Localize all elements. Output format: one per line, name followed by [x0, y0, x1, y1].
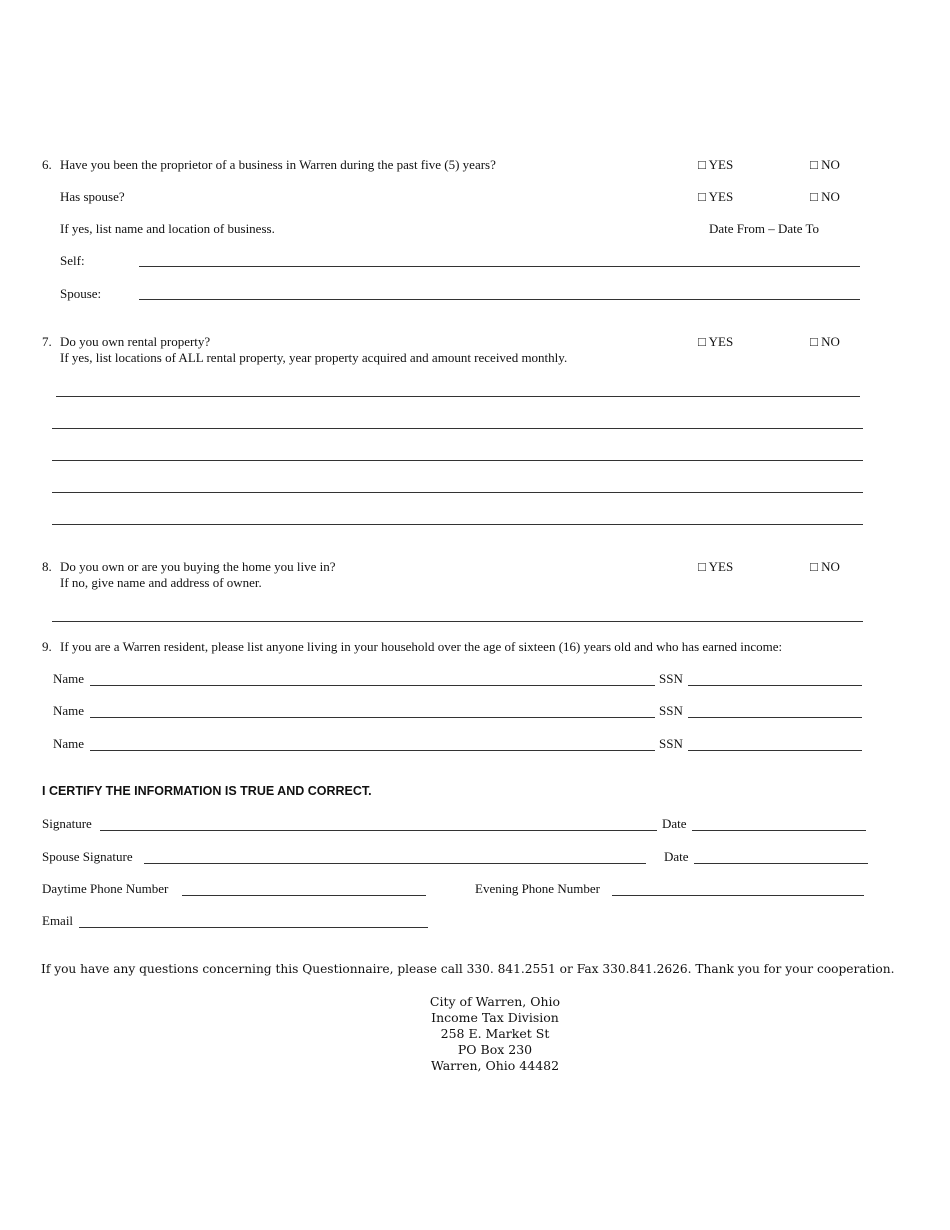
email-field[interactable]: [79, 927, 428, 928]
spouse-signature-field[interactable]: [144, 863, 646, 864]
address-line-3: 258 E. Market St: [440, 1026, 550, 1041]
q6-spouse-question: Has spouse?: [60, 189, 125, 204]
signature-label: Signature: [42, 816, 92, 831]
q9-ssn-field-2[interactable]: [688, 717, 862, 718]
q7-rental-line-3[interactable]: [52, 460, 863, 461]
q6-instruction: If yes, list name and location of business.: [60, 221, 275, 236]
spouse-signature-label: Spouse Signature: [42, 849, 133, 864]
q6-self-field[interactable]: [139, 266, 860, 267]
q7-question: Do you own rental property?: [60, 334, 211, 349]
signature-field[interactable]: [100, 830, 657, 831]
q8-owner-field[interactable]: [52, 621, 863, 622]
q6-yes-checkbox[interactable]: □ YES: [698, 157, 734, 172]
q9-question: If you are a Warren resident, please list anyone living in your household over the age of sixteen (16) years old and who has earned income:: [60, 639, 783, 654]
q7-rental-line-4[interactable]: [52, 492, 863, 493]
q7-instruction: If yes, list locations of ALL rental property, year property acquired and amount received monthly.: [60, 350, 568, 365]
q8-question: Do you own or are you buying the home you live in?: [60, 559, 336, 574]
q6-no-checkbox[interactable]: □ NO: [810, 157, 840, 172]
signature-date-label: Date: [662, 816, 687, 831]
q9-name-field-3[interactable]: [90, 750, 655, 751]
address-line-4: PO Box 230: [457, 1042, 533, 1057]
q6-number: 6.: [42, 157, 52, 172]
q6-spouse-no-checkbox[interactable]: □ NO: [810, 189, 840, 204]
q7-rental-line-2[interactable]: [52, 428, 863, 429]
q8-no-checkbox[interactable]: □ NO: [810, 559, 840, 574]
q6-date-header: Date From – Date To: [709, 221, 820, 236]
q9-ssn-label-3: SSN: [659, 736, 683, 751]
q9-ssn-label-1: SSN: [659, 671, 683, 686]
q9-number: 9.: [42, 639, 52, 654]
q6-spouse-yes-checkbox[interactable]: □ YES: [698, 189, 734, 204]
evening-phone-label: Evening Phone Number: [475, 881, 600, 896]
q7-number: 7.: [42, 334, 52, 349]
q7-no-checkbox[interactable]: □ NO: [810, 334, 840, 349]
q9-name-field-2[interactable]: [90, 717, 655, 718]
q8-instruction: If no, give name and address of owner.: [60, 575, 262, 590]
spouse-date-label: Date: [664, 849, 689, 864]
q9-name-label-2: Name: [53, 703, 85, 718]
q8-number: 8.: [42, 559, 52, 574]
q6-question: Have you been the proprietor of a business in Warren during the past five (5) years?: [60, 157, 496, 172]
spouse-date-field[interactable]: [694, 863, 868, 864]
q8-yes-checkbox[interactable]: □ YES: [698, 559, 734, 574]
address-line-2: Income Tax Division: [431, 1010, 559, 1025]
contact-note: If you have any questions concerning this Questionnaire, please call 330. 841.2551 or Fax 330.841.2626. Thank you for your cooperation.: [41, 962, 895, 976]
q9-ssn-field-3[interactable]: [688, 750, 862, 751]
q7-rental-line-1[interactable]: [56, 396, 860, 397]
daytime-phone-label: Daytime Phone Number: [42, 881, 169, 896]
q7-rental-line-5[interactable]: [52, 524, 863, 525]
q9-name-label-3: Name: [53, 736, 85, 751]
address-line-1: City of Warren, Ohio: [429, 994, 561, 1009]
q9-ssn-field-1[interactable]: [688, 685, 862, 686]
q6-spouse-field[interactable]: [139, 299, 860, 300]
q9-name-field-1[interactable]: [90, 685, 655, 686]
q9-ssn-label-2: SSN: [659, 703, 683, 718]
q6-spouse-label: Spouse:: [60, 286, 102, 301]
certify-heading: I CERTIFY THE INFORMATION IS TRUE AND CORRECT.: [42, 784, 372, 798]
evening-phone-field[interactable]: [612, 895, 864, 896]
q7-yes-checkbox[interactable]: □ YES: [698, 334, 734, 349]
signature-date-field[interactable]: [692, 830, 866, 831]
q9-name-label-1: Name: [53, 671, 85, 686]
daytime-phone-field[interactable]: [182, 895, 426, 896]
q6-self-label: Self:: [60, 253, 85, 268]
address-line-5: Warren, Ohio 44482: [430, 1058, 560, 1073]
email-label: Email: [42, 913, 74, 928]
